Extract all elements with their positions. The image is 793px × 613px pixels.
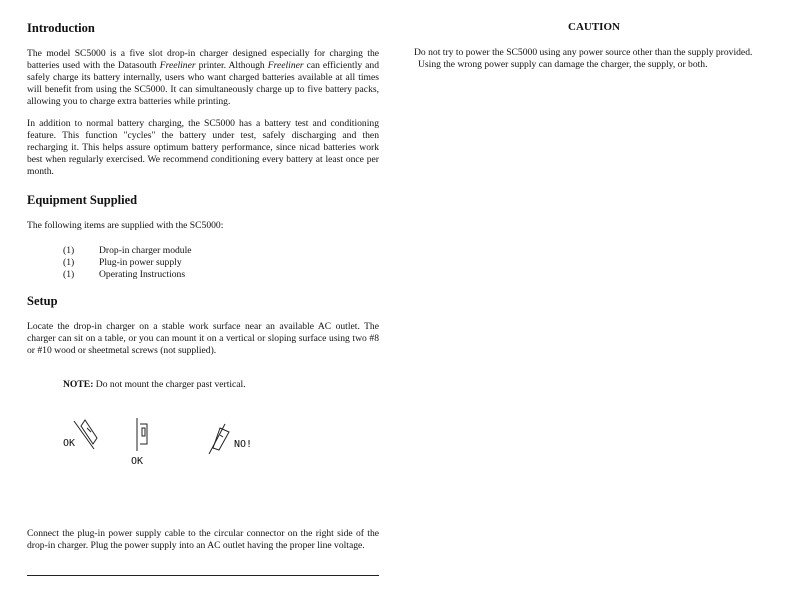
equipment-heading: Equipment Supplied xyxy=(27,193,138,207)
introduction-heading: Introduction xyxy=(27,21,95,35)
setup-heading: Setup xyxy=(27,294,58,308)
diagram-label-ok-1: OK xyxy=(63,438,76,449)
item-quantity: (1) xyxy=(63,245,75,256)
equipment-list xyxy=(63,245,379,281)
caution-line-1: Do not try to power the SC5000 using any power source other than the supply provided. xyxy=(414,47,753,58)
left-column xyxy=(27,20,379,551)
diagram-label-ok-2: OK xyxy=(131,456,144,467)
connect-section xyxy=(27,528,379,552)
caution-text xyxy=(414,47,774,71)
intro-p1-text-c: can efficiently and safely charge its battery internally, users who want charged batteries available at all times will benefit from using the SC5000. It can simultaneously charge up to five battery packs, allowing you to charge extra batteries while printing. xyxy=(27,60,379,107)
vertical-charger-ok-figure xyxy=(137,418,147,451)
tilted-charger-ok-figure xyxy=(74,420,97,449)
item-name: Drop-in charger module xyxy=(99,245,192,256)
note-label: NOTE: xyxy=(63,379,94,390)
list-item xyxy=(63,257,379,269)
mounting-note xyxy=(63,379,246,391)
list-item xyxy=(63,245,379,257)
diagram-label-no: NO! xyxy=(234,439,253,450)
list-item xyxy=(63,269,379,281)
introduction-paragraph-1 xyxy=(27,48,379,108)
mounting-diagram xyxy=(57,398,257,478)
caution-heading: CAUTION xyxy=(568,21,620,33)
overturned-charger-no-figure xyxy=(209,424,229,454)
intro-p1-text-b: printer. Although xyxy=(195,60,268,71)
caution-line-2: Using the wrong power supply can damage the charger, the supply, or both. xyxy=(418,59,708,70)
introduction-paragraph-2: In addition to normal battery charging, the SC5000 has a battery test and conditioning feature. This function "cycles" the battery under test, safely discharging and then recharging it. This helps assure optimum battery performance, since nicad batteries work best when regularly exercised. We recommend conditioning every battery at least once per month. xyxy=(27,118,379,177)
item-quantity: (1) xyxy=(63,269,75,280)
connect-paragraph: Connect the plug-in power supply cable to the circular connector on the right side of the drop-in charger. Plug the power supply into an AC outlet having the proper line voltage. xyxy=(27,528,379,551)
section-divider xyxy=(27,575,379,576)
intro-p1-freeliner-1: Freeliner xyxy=(159,60,196,71)
item-quantity: (1) xyxy=(63,257,75,268)
equipment-lead: The following items are supplied with the SC5000: xyxy=(27,220,224,231)
item-name: Operating Instructions xyxy=(99,269,186,280)
setup-paragraph: Locate the drop-in charger on a stable work surface near an available AC outlet. The charger can sit on a table, or you can mount it on a vertical or sloping surface using two #8 or #10 wood or sheetmetal screws (not supplied). xyxy=(27,321,379,356)
setup-section xyxy=(27,293,379,357)
right-column xyxy=(414,20,774,71)
introduction-section xyxy=(27,20,379,178)
mounting-orientation-illustration xyxy=(57,398,257,478)
equipment-section xyxy=(27,192,379,281)
intro-p1-freeliner-2: Freeliner xyxy=(267,60,304,71)
note-text: Do not mount the charger past vertical. xyxy=(93,379,246,390)
item-name: Plug-in power supply xyxy=(99,257,182,268)
intro-p1-text-a: The model SC5000 is a five slot drop-in charger designed especially for charging the batteries used with the Datasouth xyxy=(27,48,379,71)
